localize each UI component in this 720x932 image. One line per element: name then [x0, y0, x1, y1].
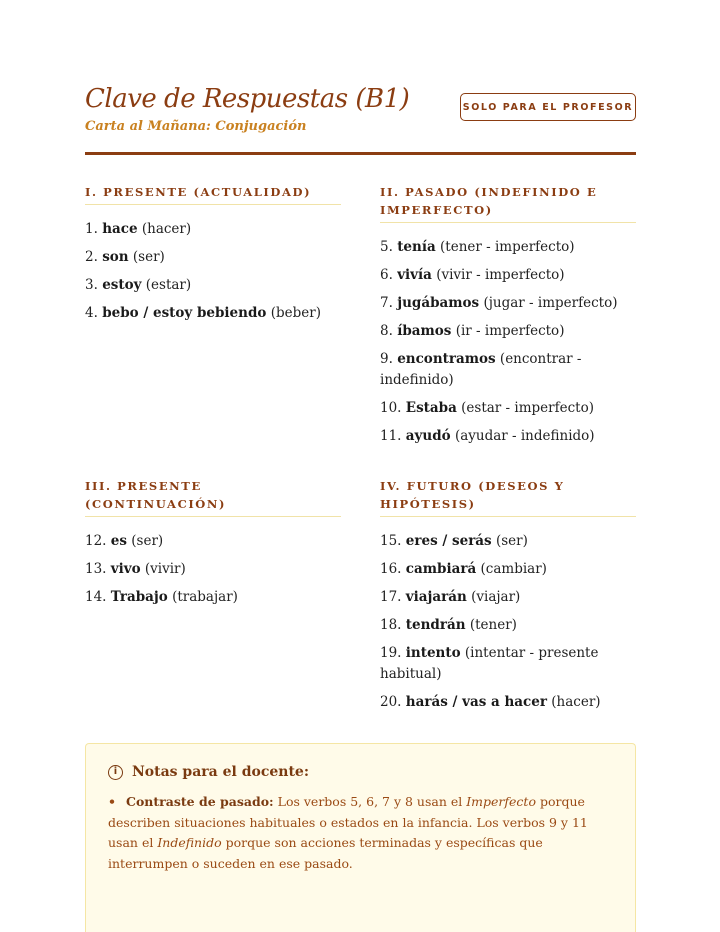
- note-item: • Contraste de pasado: Los verbos 5, 6, 7 y 8 usan el Imperfecto porque describen situaciones habituales o estados en la infancia. Los verbos 9 y 11 usan el Indefinido porque son acciones terminadas y específicas que interrumpen o suceden en ese pasado.: [108, 794, 588, 871]
- answer-item: 16. cambiará (cambiar): [380, 561, 547, 577]
- answer-item: 2. son (ser): [85, 249, 165, 265]
- section-heading: I. PRESENTE (ACTUALIDAD): [85, 183, 341, 205]
- header: [85, 84, 636, 154]
- answer-item: 17. viajarán (viajar): [380, 589, 521, 605]
- page-subtitle: Carta al Mañana: Conjugación: [85, 119, 307, 134]
- answer-item: 8. íbamos (ir - imperfecto): [380, 323, 565, 339]
- answer-item: 10. Estaba (estar - imperfecto): [380, 400, 594, 416]
- section-presente-actualidad: [85, 183, 341, 331]
- answer-list: [380, 531, 636, 713]
- section-presente-continuacion: [85, 477, 341, 615]
- section-heading: II. PASADO (INDEFINIDO E IMPERFECTO): [380, 183, 636, 223]
- bullet-icon: •: [108, 794, 116, 809]
- section-heading: III. PRESENTE (CONTINUACIÓN): [85, 477, 341, 517]
- header-divider: [85, 152, 636, 155]
- answer-item: 12. es (ser): [85, 533, 164, 549]
- teacher-only-badge: SOLO PARA EL PROFESOR: [460, 93, 636, 121]
- answer-item: 7. jugábamos (jugar - imperfecto): [380, 295, 618, 311]
- answer-item: 13. vivo (vivir): [85, 561, 186, 577]
- answer-item: 15. eres / serás (ser): [380, 533, 528, 549]
- note-label: Contraste de pasado:: [126, 794, 274, 809]
- page-title: Clave de Respuestas (B1): [85, 84, 410, 114]
- answer-item: 4. bebo / estoy bebiendo (beber): [85, 305, 321, 321]
- answer-item: 1. hace (hacer): [85, 221, 192, 237]
- answer-list: [85, 219, 341, 324]
- section-futuro: [380, 477, 636, 720]
- answer-item: 6. vivía (vivir - imperfecto): [380, 267, 565, 283]
- section-pasado: [380, 183, 636, 454]
- notes-heading-row: [108, 764, 613, 780]
- answer-item: 11. ayudó (ayudar - indefinido): [380, 428, 595, 444]
- answer-list: [380, 237, 636, 447]
- answer-item: 20. harás / vas a hacer (hacer): [380, 694, 601, 710]
- answer-item: 5. tenía (tener - imperfecto): [380, 239, 575, 255]
- teacher-notes-box: [85, 743, 636, 932]
- answer-item: 18. tendrán (tener): [380, 617, 517, 633]
- info-icon: i: [108, 765, 123, 780]
- answer-item: 19. intento (intentar - presente habitual): [380, 645, 599, 682]
- answer-list: [85, 531, 341, 608]
- answer-item: 9. encontramos (encontrar - indefinido): [380, 351, 582, 388]
- notes-heading: Notas para el docente:: [132, 764, 309, 780]
- section-heading: IV. FUTURO (DESEOS Y HIPÓTESIS): [380, 477, 636, 517]
- answer-item: 14. Trabajo (trabajar): [85, 589, 238, 605]
- answer-item: 3. estoy (estar): [85, 277, 192, 293]
